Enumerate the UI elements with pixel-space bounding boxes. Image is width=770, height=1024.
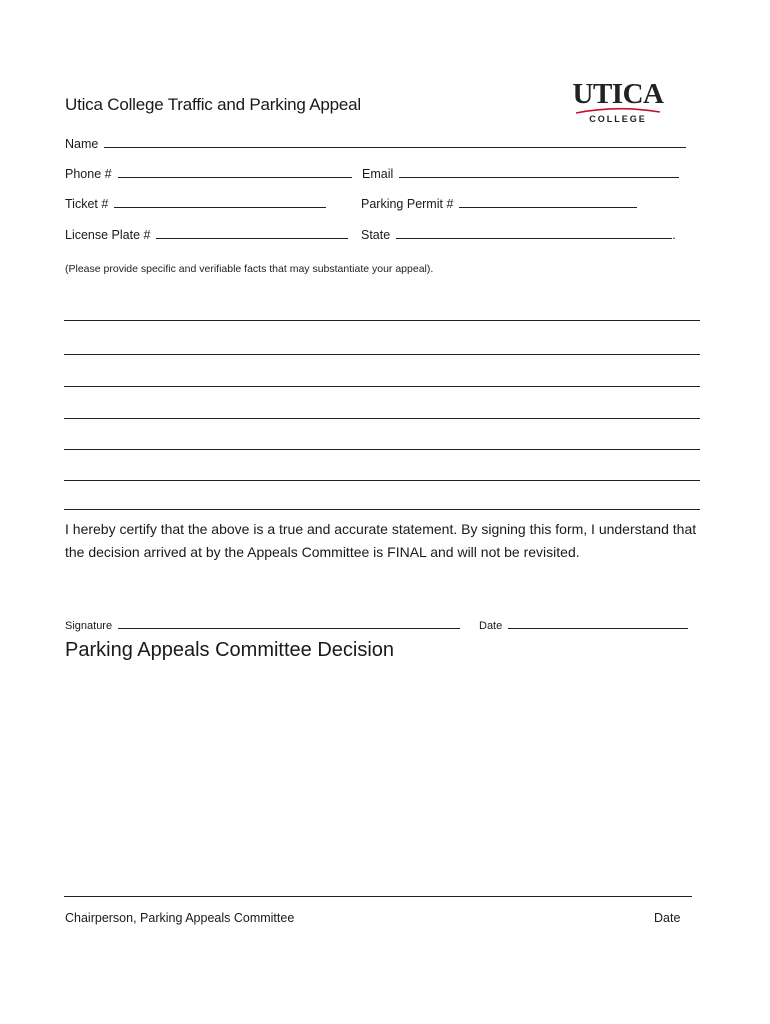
ticket-row [65, 195, 326, 213]
email-field[interactable] [399, 165, 679, 178]
signature-date-field[interactable] [508, 616, 688, 629]
utica-college-logo [570, 80, 666, 126]
phone-field[interactable] [118, 165, 352, 178]
parking-permit-label: Parking Permit # [361, 197, 454, 211]
phone-label: Phone # [65, 167, 112, 181]
appeal-line-4[interactable] [64, 418, 700, 419]
appeal-line-2[interactable] [64, 354, 700, 355]
name-label: Name [65, 137, 99, 151]
decision-date-label: Date [654, 911, 681, 925]
appeal-line-3[interactable] [64, 386, 700, 387]
certification-statement: I hereby certify that the above is a true and accurate statement. By signing this form, I understand that the decision arrived at by the Appeals Committee is FINAL and will not be revisited. [65, 521, 697, 560]
signature-field[interactable] [118, 616, 460, 629]
parking-permit-field[interactable] [459, 195, 637, 208]
permit-row [361, 195, 637, 213]
state-label: State [361, 228, 391, 242]
phone-row [65, 165, 352, 183]
chairperson-label: Chairperson, Parking Appeals Committee [65, 911, 295, 925]
state-row [361, 226, 676, 244]
email-label: Email [362, 167, 394, 181]
logo-wordmark: UTICA [572, 78, 664, 110]
name-row [65, 135, 686, 153]
license-row [65, 226, 348, 244]
license-plate-label: License Plate # [65, 228, 151, 242]
state-field[interactable] [396, 226, 672, 239]
form-title: Utica College Traffic and Parking Appeal [65, 95, 361, 114]
instructions-note: (Please provide specific and verifiable facts that may substantiate your appeal). [65, 263, 434, 275]
email-row [362, 165, 679, 183]
name-field[interactable] [104, 135, 686, 148]
appeal-line-6[interactable] [64, 480, 700, 481]
signature-row [65, 616, 460, 634]
license-plate-field[interactable] [156, 226, 348, 239]
signature-label: Signature [65, 620, 113, 632]
chairperson-signature-line[interactable] [64, 896, 692, 897]
ticket-field[interactable] [114, 195, 326, 208]
appeal-line-7[interactable] [64, 509, 700, 510]
signature-date-label: Date [479, 620, 503, 632]
logo-subtitle: COLLEGE [589, 114, 647, 124]
appeal-line-5[interactable] [64, 449, 700, 450]
signature-date-row [479, 616, 688, 634]
ticket-label: Ticket # [65, 197, 109, 211]
decision-heading: Parking Appeals Committee Decision [65, 639, 395, 661]
state-period: . [672, 228, 676, 242]
appeal-line-1[interactable] [64, 320, 700, 321]
